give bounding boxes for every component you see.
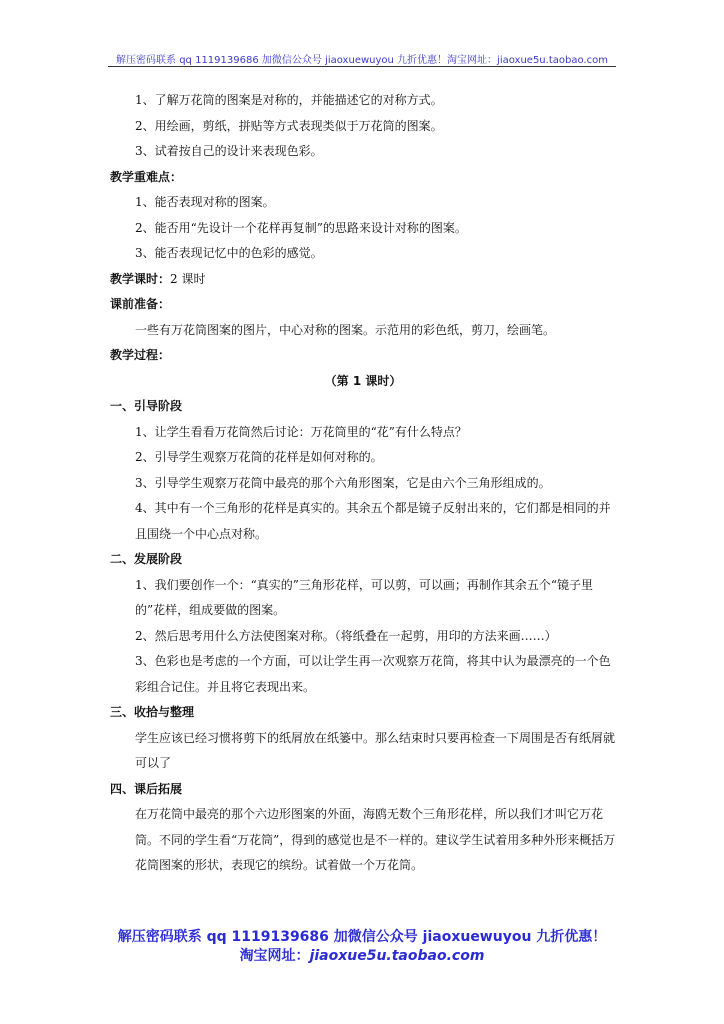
section-paragraph: 学生应该已经习惯将剪下的纸屑放在纸篓中。那么结束时只要再检查一下周围是否有纸屑就可以了 bbox=[135, 730, 616, 770]
section-paragraph: 4、其中有一个三角形的花样是真实的。其余五个都是镜子反射出来的，它们都是相同的并且围绕一个中心点对称。 bbox=[135, 501, 611, 541]
objective-item: 3、试着按自己的设计来表现色彩。 bbox=[135, 144, 323, 158]
section-heading: 四、课后拓展 bbox=[110, 781, 183, 796]
preparation-text: 一些有万花筒图案的图片，中心对称的图案。示范用的彩色纸，剪刀，绘画笔。 bbox=[135, 322, 556, 337]
footer-url: jiaoxue5u.taobao.com bbox=[309, 948, 485, 964]
footer-line-2 bbox=[0, 947, 724, 966]
section-paragraph: 2、然后思考用什么方法使图案对称。（将纸叠在一起剪，用印的方法来画……） bbox=[135, 628, 557, 643]
class-hours-label: 教学课时： bbox=[110, 271, 171, 286]
process-heading: 教学过程： bbox=[110, 348, 171, 362]
section-paragraph: 2、引导学生观察万花筒的花样是如何对称的。 bbox=[135, 450, 383, 464]
page-header-watermark: 解压密码联系 qq 1119139686 加微信公众号 jiaoxuewuyou 九折优惠！淘宝网址：jiaoxue5u.taobao.com bbox=[116, 55, 608, 66]
section-paragraph: 3、引导学生观察万花筒中最亮的那个六角形图案，它是由六个三角形组成的。 bbox=[135, 475, 551, 490]
section-heading: 三、收拾与整理 bbox=[110, 705, 195, 719]
footer-line-1: 解压密码联系 qq 1119139686 加微信公众号 jiaoxuewuyou 九折优惠！ bbox=[117, 929, 607, 945]
section-paragraph: 在万花筒中最亮的那个六边形图案的外面，海鸥无数个三角形花样，所以我们才叫它万花筒。不同的学生看“万花筒”，得到的感觉也是不一样的。建议学生试着用多种外形来概括万花筒图案的形状，表现它的缤纷。试着做一个万花筒。 bbox=[135, 807, 616, 872]
key-points-heading: 教学重难点： bbox=[110, 169, 183, 184]
section-heading: 二、发展阶段 bbox=[110, 552, 183, 566]
section-paragraph: 1、让学生看看万花筒然后讨论：万花筒里的“花”有什么特点？ bbox=[135, 424, 467, 439]
objective-item: 1、了解万花筒的图案是对称的，并能描述它的对称方式。 bbox=[135, 93, 443, 107]
section-heading: 一、引导阶段 bbox=[110, 399, 183, 413]
objective-item: 2、用绘画，剪纸，拼贴等方式表现类似于万花筒的图案。 bbox=[135, 118, 443, 133]
class-hours bbox=[110, 267, 616, 293]
header-rule bbox=[108, 66, 616, 67]
section-paragraph: 1、我们要创作一个：“真实的”三角形花样，可以剪，可以画；再制作其余五个“镜子里的”花样，组成要做的图案。 bbox=[135, 577, 594, 617]
footer-url-label: 淘宝网址： bbox=[239, 948, 310, 964]
key-point-item: 3、能否表现记忆中的色彩的感觉。 bbox=[135, 246, 323, 260]
page-footer-watermark bbox=[0, 928, 724, 966]
key-point-item: 2、能否用“先设计一个花样再复制”的思路来设计对称的图案。 bbox=[135, 220, 467, 235]
key-point-item: 1、能否表现对称的图案。 bbox=[135, 195, 275, 209]
section-paragraph: 3、色彩也是考虑的一个方面，可以让学生再一次观察万花筒，将其中认为最漂亮的一个色彩组合记住。并且将它表现出来。 bbox=[135, 654, 611, 694]
document-body bbox=[110, 88, 616, 879]
class-hours-value: 2 课时 bbox=[170, 271, 206, 286]
lesson-title: （第 1 课时） bbox=[324, 373, 402, 388]
preparation-heading: 课前准备： bbox=[110, 297, 171, 311]
